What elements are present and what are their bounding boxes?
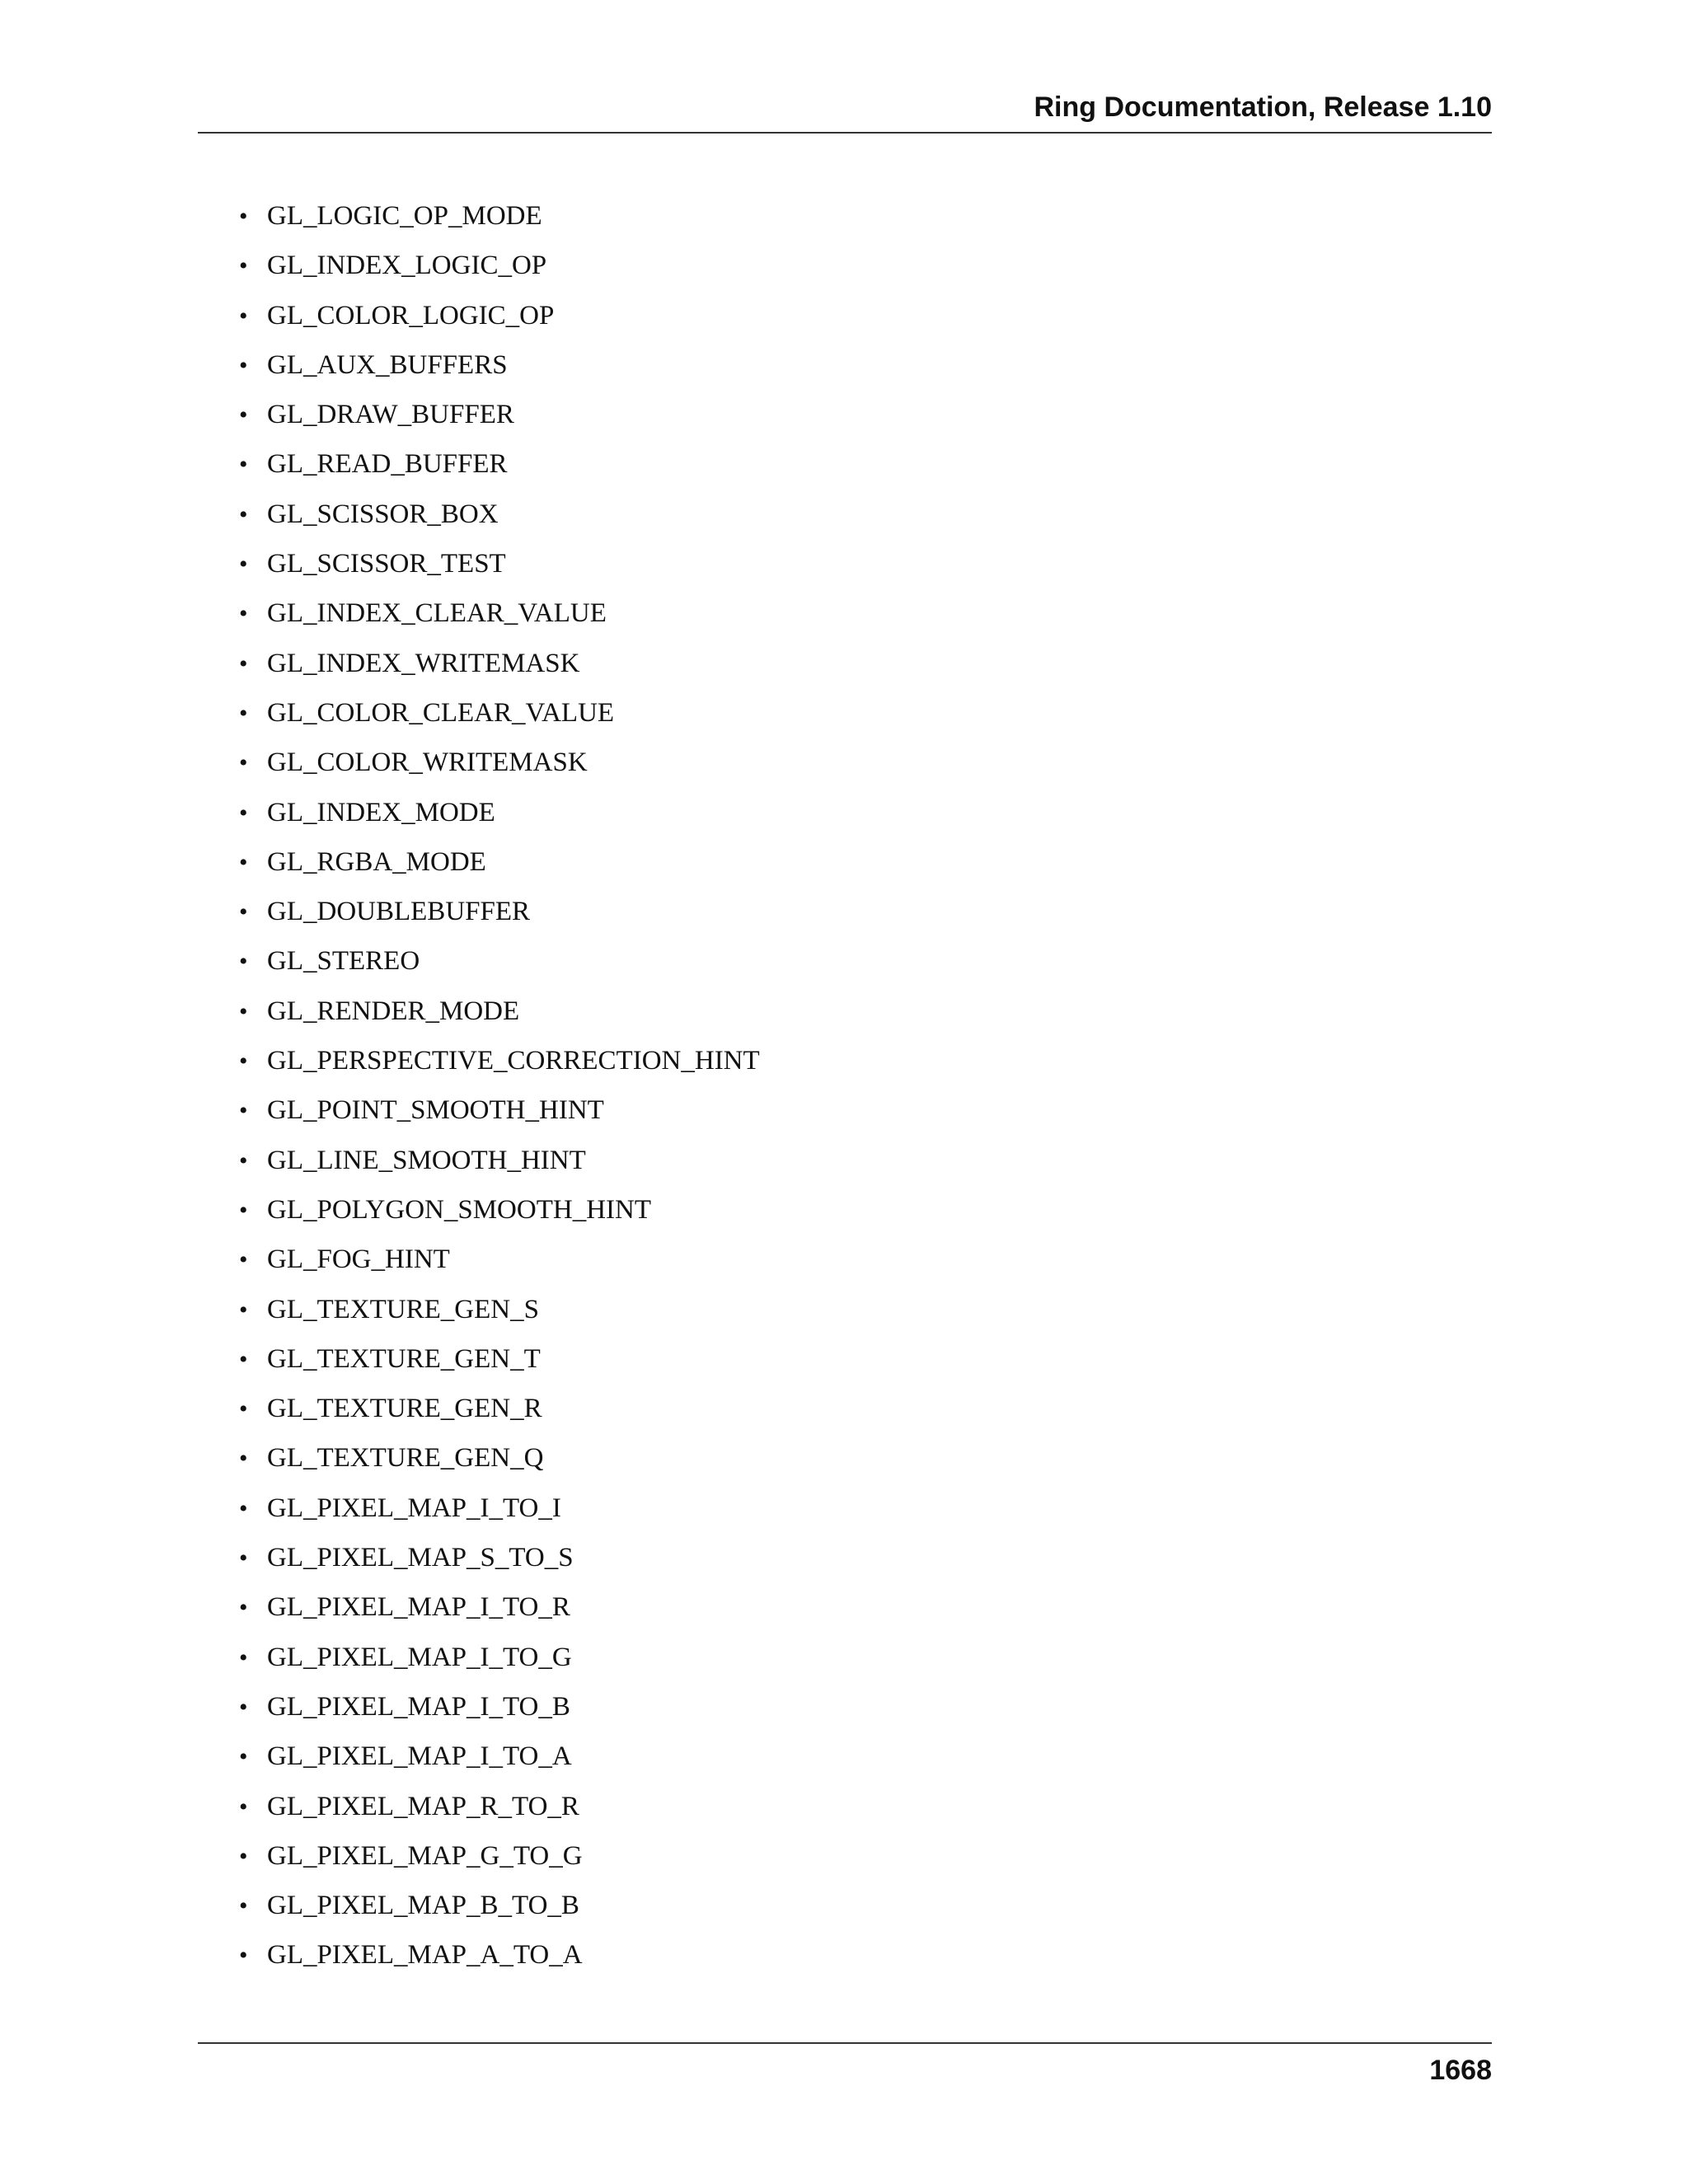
bullet-icon: • [239,500,248,528]
bullet-icon: • [239,1544,248,1572]
list-item [239,1639,760,1689]
page-header [198,91,1492,134]
list-item [239,496,760,546]
list-item [239,1043,760,1092]
bullet-icon: • [239,1047,248,1076]
constant-name: GL_RENDER_MODE [267,996,520,1026]
list-item [239,1838,760,1887]
bullet-icon: • [239,1395,248,1423]
constant-name: GL_INDEX_LOGIC_OP [267,251,547,281]
constant-name: GL_PIXEL_MAP_R_TO_R [267,1791,579,1821]
list-item [239,1490,760,1540]
bullet-icon: • [239,997,248,1025]
constant-name: GL_LINE_SMOOTH_HINT [267,1145,586,1175]
constant-name: GL_STEREO [267,946,420,977]
list-item [239,744,760,794]
bullet-icon: • [239,1345,248,1373]
bullet-icon: • [239,1196,248,1224]
list-item [239,1241,760,1291]
bullet-icon: • [239,948,248,976]
constant-name: GL_TEXTURE_GEN_Q [267,1443,544,1474]
bullet-icon: • [239,699,248,727]
bullet-icon: • [239,451,248,479]
list-item [239,993,760,1043]
bullet-icon: • [239,1146,248,1174]
list-item [239,844,760,893]
list-item [239,1937,760,1986]
bullet-icon: • [239,649,248,677]
bullet-icon: • [239,302,248,330]
list-item [239,1390,760,1440]
constant-name: GL_PIXEL_MAP_I_TO_A [267,1741,572,1772]
bullet-icon: • [239,1743,248,1771]
list-item [239,645,760,695]
bullet-icon: • [239,1693,248,1721]
bullet-icon: • [239,799,248,827]
list-item [239,247,760,297]
constant-name: GL_PIXEL_MAP_A_TO_A [267,1940,583,1971]
constant-name: GL_SCISSOR_BOX [267,499,499,529]
constant-name: GL_SCISSOR_TEST [267,549,506,579]
bullet-icon: • [239,1445,248,1473]
bullet-icon: • [239,1942,248,1970]
list-item [239,1738,760,1788]
list-item [239,595,760,644]
bullet-icon: • [239,848,248,876]
bullet-icon: • [239,1643,248,1671]
list-item [239,1092,760,1141]
constant-name: GL_DRAW_BUFFER [267,400,514,430]
list-item [239,893,760,943]
bullet-icon: • [239,600,248,628]
list-item [239,794,760,844]
constant-name: GL_POLYGON_SMOOTH_HINT [267,1194,652,1225]
bullet-icon: • [239,401,248,429]
constant-name: GL_RGBA_MODE [267,846,486,877]
constant-name: GL_TEXTURE_GEN_S [267,1294,539,1324]
constant-name: GL_TEXTURE_GEN_R [267,1394,542,1424]
list-item [239,1689,760,1738]
bullet-icon: • [239,1892,248,1920]
list-item [239,1440,760,1489]
bullet-icon: • [239,252,248,280]
bullet-icon: • [239,1296,248,1324]
bullet-icon: • [239,1842,248,1870]
list-item [239,396,760,446]
list-item [239,695,760,744]
list-item [239,943,760,992]
bullet-icon: • [239,749,248,777]
bullet-icon: • [239,1097,248,1125]
list-item [239,1540,760,1589]
constant-name: GL_PERSPECTIVE_CORRECTION_HINT [267,1046,760,1076]
constant-name: GL_COLOR_CLEAR_VALUE [267,697,615,728]
constant-name: GL_PIXEL_MAP_I_TO_G [267,1642,572,1672]
constant-name: GL_INDEX_CLEAR_VALUE [267,598,607,629]
constant-name: GL_POINT_SMOOTH_HINT [267,1095,604,1126]
list-item [239,446,760,495]
list-item [239,347,760,396]
list-item [239,1142,760,1192]
constant-name: GL_INDEX_WRITEMASK [267,648,580,678]
constant-name: GL_PIXEL_MAP_I_TO_R [267,1592,570,1623]
bullet-icon: • [239,1246,248,1274]
list-item [239,1341,760,1390]
list-item [239,1291,760,1341]
constant-name: GL_FOG_HINT [267,1244,450,1275]
bullet-icon: • [239,551,248,579]
list-item [239,1589,760,1638]
list-item [239,1788,760,1838]
list-item [239,1192,760,1241]
constant-name: GL_PIXEL_MAP_G_TO_G [267,1840,583,1871]
list-item [239,546,760,595]
constant-name: GL_TEXTURE_GEN_T [267,1343,541,1374]
page-number: 1668 [1429,2055,1492,2086]
constant-name: GL_PIXEL_MAP_S_TO_S [267,1543,574,1573]
bullet-icon: • [239,898,248,926]
constant-name: GL_COLOR_LOGIC_OP [267,300,555,330]
constant-name: GL_PIXEL_MAP_I_TO_I [267,1493,561,1523]
constant-name: GL_READ_BUFFER [267,449,508,480]
bullet-icon: • [239,1494,248,1522]
document-title: Ring Documentation, Release 1.10 [1034,91,1492,123]
page-footer [198,2042,1492,2086]
bullet-icon: • [239,203,248,230]
list-item [239,1887,760,1937]
list-item [239,198,760,247]
bullet-icon: • [239,351,248,379]
constant-name: GL_LOGIC_OP_MODE [267,201,542,231]
constant-name: GL_PIXEL_MAP_B_TO_B [267,1891,579,1921]
constant-name: GL_AUX_BUFFERS [267,349,508,380]
constants-list [239,198,760,1987]
bullet-icon: • [239,1594,248,1622]
constant-name: GL_PIXEL_MAP_I_TO_B [267,1691,570,1722]
constant-name: GL_INDEX_MODE [267,797,495,827]
constant-name: GL_DOUBLEBUFFER [267,897,531,927]
list-item [239,298,760,347]
bullet-icon: • [239,1793,248,1821]
constant-name: GL_COLOR_WRITEMASK [267,748,588,778]
